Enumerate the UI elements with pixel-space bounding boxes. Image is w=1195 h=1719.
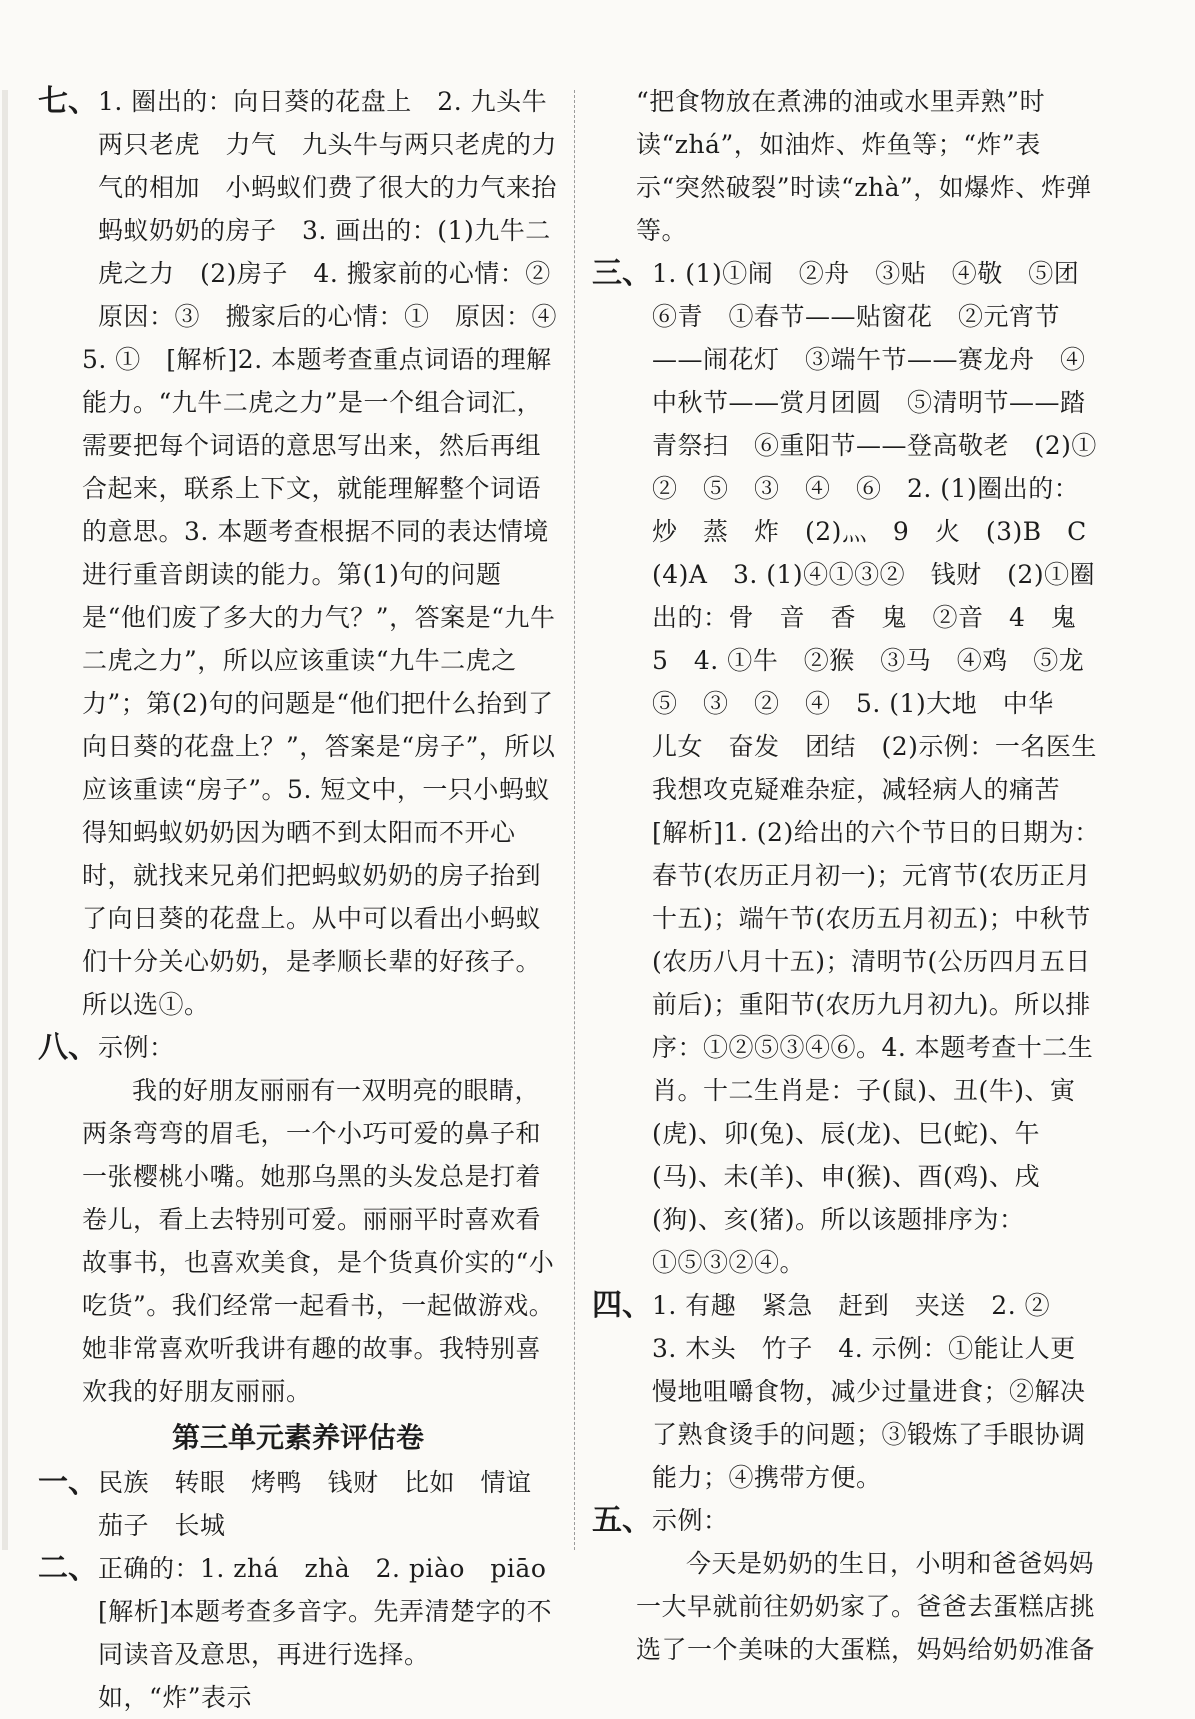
unit-3-section-5 (592, 1499, 1100, 1671)
unit-3-section-4-text: 1. 有趣 紧急 赶到 夹送 2. ② 3. 木头 竹子 4. 示例：①能让人更慢地咀嚼食物，减少过量进食；②解决了熟食烫手的问题；③锻炼了手眼协调能力；④携带方便。 (652, 1291, 1086, 1492)
section-2-continuation: “把食物放在煮沸的油或水里弄熟”时读“zhá”，如油炸、炸鱼等；“炸”表示“突然破裂”时读“zhà”，如爆炸、炸弹等。 (636, 87, 1092, 245)
section-number: 二、 (38, 1551, 98, 1586)
section-number: 四、 (592, 1288, 652, 1323)
section-8-essay: 我的好朋友丽丽有一双明亮的眼睛，两条弯弯的眉毛，一个小巧可爱的鼻子和一张樱桃小嘴。她那乌黑的头发总是打着卷儿，看上去特别可爱。丽丽平时喜欢看故事书，也喜欢美食，是个货真价实的“小吃货”。我们经常一起看书，一起做游戏。她非常喜欢听我讲有趣的故事。我特别喜欢我的好朋友丽丽。 (82, 1076, 555, 1406)
binding-edge-shadow (2, 90, 8, 1550)
section-number: 八、 (38, 1030, 98, 1065)
unit-3-section-1 (38, 1461, 558, 1547)
left-column (38, 80, 577, 1719)
unit-3-section-5-label: 示例： (652, 1506, 729, 1535)
section-7 (38, 80, 577, 1026)
section-number: 五、 (592, 1503, 652, 1538)
unit-3-section-2-text: 正确的：1. zhá zhà 2. piào piāo [解析]本题考查多音字。先弄清楚字的不同读音及意思，再进行选择。如，“炸”表示 (98, 1554, 553, 1712)
unit-3-section-4 (592, 1284, 1100, 1499)
unit-3-heading: 第三单元素养评估卷 (171, 1421, 424, 1454)
unit-3-section-1-text: 民族 转眼 烤鸭 钱财 比如 情谊 茄子 长城 (98, 1468, 558, 1540)
section-8-label: 示例： (98, 1033, 175, 1062)
unit-3-section-3-text: 1. (1)①闹 ②舟 ③贴 ④敬 ⑤团 ⑥青 ①春节——贴窗花 ②元宵节——闹花灯 ③端午节——赛龙舟 ④中秋节——赏月团圆 ⑤清明节——踏青祭扫 ⑥重阳节——登高敬老 (2)① ② ⑤ ③ ④ ⑥ 2. (1)圈出的：炒 蒸 炸 (2)灬 9 火 (3)B C (4)A 3. (1)④①③② 钱财 (2)①圈出的：骨 音 香 鬼 ②音 4 鬼 5 4. ①牛 ②猴 ③马 ④鸡 ⑤龙 ⑤ ③ ② ④ 5. (1)大地 中华 儿女 奋发 团结 (2)示例：一名医生 我想攻克疑难杂症，减轻病人的痛苦 [解析]1. (2)给出的六个节日的日期为：春节(农历正月初一)；元宵节(农历正月十五)；端午节(农历五月初五)；中秋节(农历八月十五)；清明节(公历四月五日前后)；重阳节(农历九月初九)。所以排序：①②⑤③④⑥。4. 本题考查十二生肖。十二生肖是：子(鼠)、丑(牛)、寅(虎)、卯(兔)、辰(龙)、巳(蛇)、午(马)、未(羊)、申(猴)、酉(鸡)、戌(狗)、亥(猪)。所以该题排序为：①⑤③②④。 (652, 259, 1123, 1277)
section-number: 一、 (38, 1465, 98, 1500)
unit-3-section-5-essay: 今天是奶奶的生日，小明和爸爸妈妈一大早就前往奶奶家了。爸爸去蛋糕店挑选了一个美味的大蛋糕，妈妈给奶奶准备 (636, 1549, 1096, 1664)
section-number: 三、 (592, 256, 652, 291)
section-number: 七、 (38, 84, 98, 119)
right-column (592, 80, 1123, 1671)
section-7-answers: 1. 圈出的：向日葵的花盘上 2. 九头牛 两只老虎 力气 九头牛与两只老虎的力气的相加 小蚂蚁们费了很大的力气来抬蚂蚁奶奶的房子 3. 画出的：(1)九牛二虎之力 (2)房子 4. 搬家前的心情：② 原因：③ 搬家后的心情：① 原因：④ (98, 87, 577, 331)
section-8 (38, 1026, 558, 1413)
unit-3-section-2 (38, 1547, 558, 1719)
unit-3-section-3 (592, 252, 1123, 1284)
section-7-analysis: 5. ① [解析]2. 本题考查重点词语的理解能力。“九牛二虎之力”是一个组合词汇，需要把每个词语的意思写出来，然后再组合起来，联系上下文，就能理解整个词语的意思。3. 本题考查根据不同的表达情境进行重音朗读的能力。第(1)句的问题是“他们废了多大的力气？”，答案是“九牛二虎之力”，所以应该重读“九牛二虎之力”；第(2)句的问题是“他们把什么抬到了向日葵的花盘上？”，答案是“房子”，所以应该重读“房子”。5. 短文中，一只小蚂蚁得知蚂蚁奶奶因为晒不到太阳而不开心时，就找来兄弟们把蚂蚁奶奶的房子抬到了向日葵的花盘上。从中可以看出小蚂蚁们十分关心奶奶，是孝顺长辈的好孩子。所以选①。 (82, 345, 556, 1019)
column-divider (574, 90, 575, 1550)
